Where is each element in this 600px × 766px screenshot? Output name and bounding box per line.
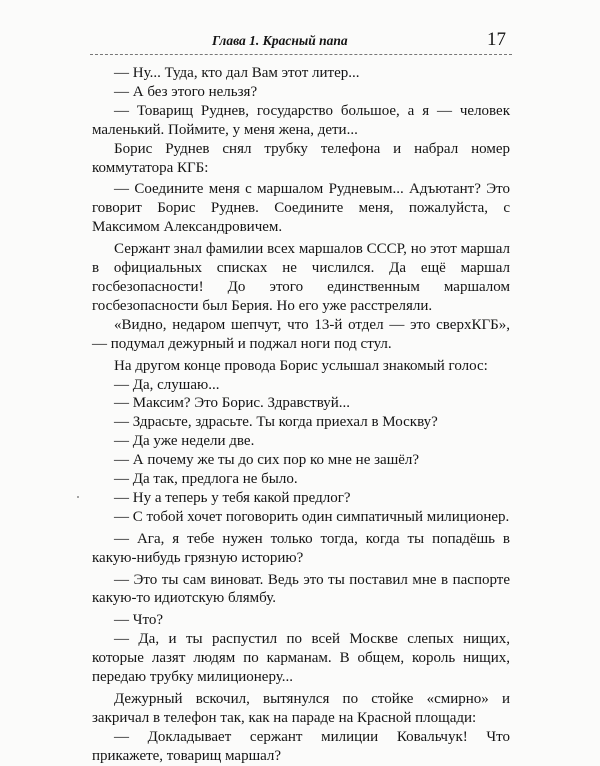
paragraph: Сержант знал фамилии всех маршалов СССР, но этот маршал в официальных списках не числился. Да ещё маршал госбезопасности! До этого единственным маршалом госбезопасности был Берия. Но его уже расстреляли. [92,241,510,314]
paragraph: — А почему же ты до сих пор ко мне не зашёл? [114,452,420,469]
paragraph: — Соедините меня с маршалом Рудневым... Адъютант? Это говорит Борис Руднев. Соедините меня, пожалуйста, с Максимом Александровичем. [92,181,510,236]
page-number: 17 [487,29,506,50]
paragraph: Борис Руднев снял трубку телефона и набрал номер коммутатора КГБ: [92,140,510,176]
paragraph: — Ну... Туда, кто дал Вам этот литер... [114,65,360,81]
paragraph: — Докладывает сержант милиции Ковальчук! Что прикажете, товарищ маршал? [92,728,510,764]
paragraph: «Видно, недаром шепчут, что 13-й отдел — это сверхКГБ», — подумал дежурный и поджал ноги под стул. [92,316,510,352]
paragraph: — Ага, я тебе нужен только тогда, когда ты попадёшь в какую-нибудь грязную историю? [92,530,510,566]
paragraph: — Это ты сам виноват. Ведь это ты поставил мне в паспорте какую-то идиотскую блямбу. [92,571,510,607]
paragraph: — С тобой хочет поговорить один симпатичный милиционер. [114,508,510,525]
paragraph: — Что? [114,612,164,629]
paragraph: — Да уже недели две. [114,433,255,450]
paragraph: — Ну а теперь у тебя какой предлог? [114,489,351,506]
paragraph: На другом конце провода Борис услышал знакомый голос: [114,357,488,374]
paragraph: — Товарищ Руднев, государство большое, а я — человек маленький. Поймите, у меня жена, дети... [92,102,510,138]
page-header [90,30,512,55]
paragraph: Дежурный вскочил, вытянулся по стойке «смирно» и закричал в телефон так, как на параде на Красной площади: [92,691,510,726]
body-text [92,64,510,766]
paragraph: — Да, и ты распустил по всей Москве слепых нищих, которые лазят людям по карманам. В общем, король нищих, передаю трубку милиционеру... [92,631,510,686]
paragraph: — А без этого нельзя? [114,83,258,100]
paragraph: — Здрасьте, здрасьте. Ты когда приехал в Москву? [114,414,438,431]
running-head: Глава 1. Красный папа [212,33,348,48]
paragraph: — Максим? Это Борис. Здравствуй... [114,395,351,412]
paragraph: — Да так, предлога не было. [114,471,298,488]
print-speck [77,496,79,498]
paragraph: — Да, слушаю... [114,376,220,393]
